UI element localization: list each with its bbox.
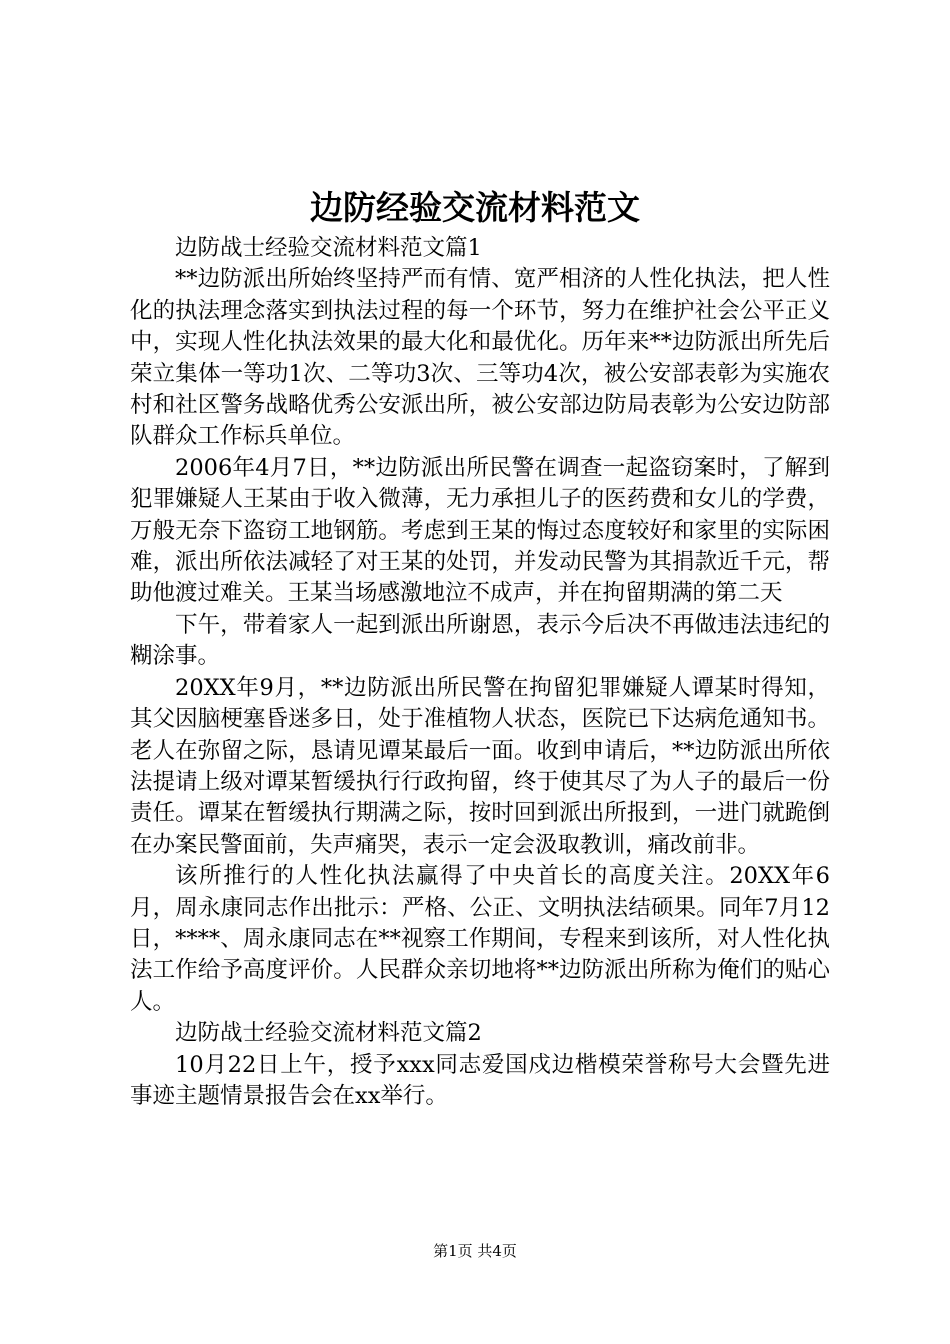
document-title: 边防经验交流材料范文 xyxy=(310,188,640,227)
body-paragraph: 10月22日上午，授予xxx同志爱国戍边楷模荣誉称号大会暨先进事迹主题情景报告会在xx举行。 xyxy=(130,1051,830,1109)
document-body xyxy=(130,233,830,1112)
section-heading: 边防战士经验交流材料范文篇2 xyxy=(175,1020,482,1047)
body-paragraph: 20XX年9月，**边防派出所民警在拘留犯罪嫌疑人谭某时得知，其父因脑梗塞昏迷多日，处于准植物人状态，医院已下达病危通知书。老人在弥留之际，恳请见谭某最后一面。收到申请后，**边防派出所依法提请上级对谭某暂缓执行行政拘留，终于使其尽了为人子的最后一份责任。谭某在暂缓执行期满之际，按时回到派出所报到，一进门就跪倒在办案民警面前，失声痛哭，表示一定会汲取教训，痛改前非。 xyxy=(130,674,830,858)
page-footer: 第1页 共4页 xyxy=(433,1242,517,1260)
body-paragraph: 该所推行的人性化执法赢得了中央首长的高度关注。20XX年6月，周永康同志作出批示：严格、公正、文明执法结硕果。同年7月12日，****、周永康同志在**视察工作期间，专程来到该所，对人性化执法工作给予高度评价。人民群众亲切地将**边防派出所称为俺们的贴心人。 xyxy=(130,863,830,1015)
body-paragraph: 2006年4月7日，**边防派出所民警在调查一起盗窃案时，了解到犯罪嫌疑人王某由于收入微薄，无力承担儿子的医药费和女儿的学费，万般无奈下盗窃工地钢筋。考虑到王某的悔过态度较好和家里的实际困难，派出所依法减轻了对王某的处罚，并发动民警为其捐款近千元，帮助他渡过难关。王某当场感激地泣不成声，并在拘留期满的第二天 xyxy=(130,454,830,607)
body-paragraph: 下午，带着家人一起到派出所谢恩，表示今后决不再做违法违纪的糊涂事。 xyxy=(130,611,830,670)
section-heading: 边防战士经验交流材料范文篇1 xyxy=(175,235,482,261)
body-paragraph: **边防派出所始终坚持严而有情、宽严相济的人性化执法，把人性化的执法理念落实到执法过程的每一个环节，努力在维护社会公平正义中，实现人性化执法效果的最大化和最优化。历年来**边防派出所先后荣立集体一等功1次、二等功3次、三等功4次，被公安部表彰为实施农村和社区警务战略优秀公安派出所，被公安部边防局表彰为公安边防部队群众工作标兵单位。 xyxy=(130,266,830,450)
